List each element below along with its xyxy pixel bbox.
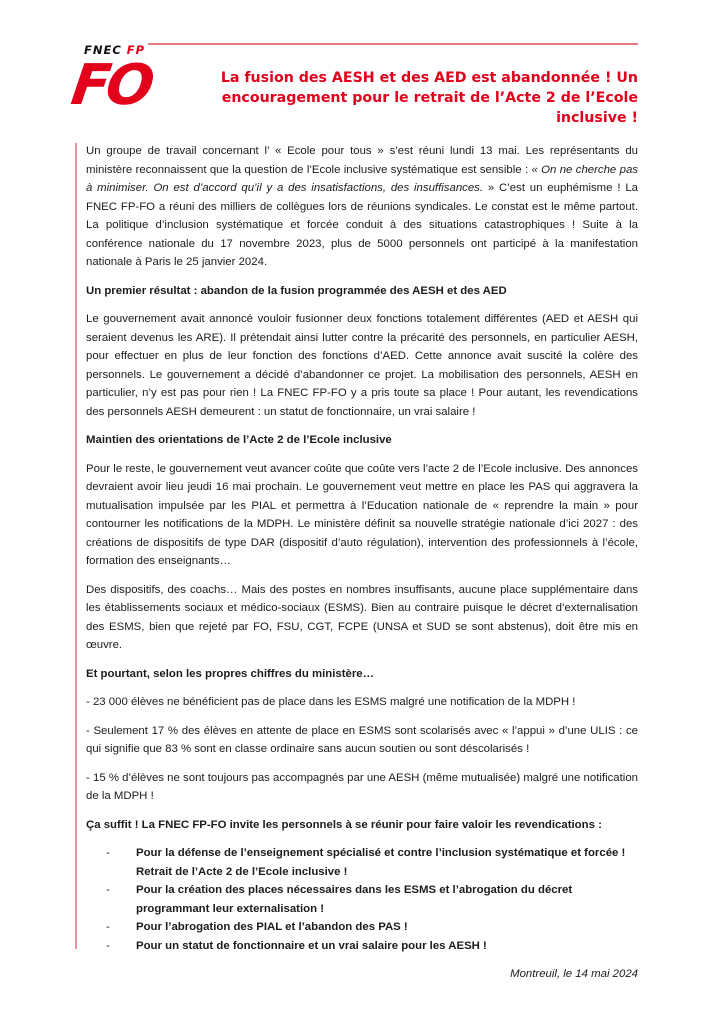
demand-item <box>106 937 638 956</box>
demand-item <box>106 881 638 918</box>
logo-fo-text: FO <box>67 53 155 118</box>
fact-item: - 23 000 élèves ne bénéficient pas de place dans les ESMS malgré une notification de la MDPH ! <box>86 696 576 708</box>
demand-text: Pour l’abrogation des PIAL et l’abandon des PAS ! <box>136 921 408 933</box>
dash-bullet-icon: - <box>106 939 110 952</box>
intro-text-1: Un groupe de travail concernant l’ « Ecole pour tous » s’est réuni lundi 13 mai. Les représentants du ministère reconnaissent que la question de l’Ecole inclusive systématique est sensible : <box>86 145 638 176</box>
section-heading-acte2: Maintien des orientations de l’Acte 2 de l’Ecole inclusive <box>86 434 392 446</box>
demand-item <box>106 918 638 937</box>
demand-text: Pour la défense de l’enseignement spécialisé et contre l’inclusion systématique et forcée ! Retrait de l’Acte 2 de l’Ecole inclusive ! <box>136 847 626 878</box>
intro-paragraph <box>86 142 638 272</box>
title-line-1: La fusion des AESH et des AED est abandonnée ! Un <box>220 70 638 86</box>
ministry-quote: « On ne cherche pas à minimiser. On est d’accord qu’il y a des insatisfactions, des insuffisances. <box>86 163 638 194</box>
dash-bullet-icon: - <box>106 921 110 933</box>
fact-item: - 15 % d’élèves ne sont toujours pas accompagnés par une AESH (même mutualisée) malgré une notification de la MDPH ! <box>86 771 638 802</box>
document-body <box>86 142 638 984</box>
logo-fnec-text: FNEC <box>84 43 122 57</box>
demand-item <box>106 844 638 881</box>
section-heading-ministry-figures: Et pourtant, selon les propres chiffres du ministère… <box>86 667 374 680</box>
section-first-result-text: Le gouvernement avait annoncé vouloir fusionner deux fonctions totalement différentes (AED et AESH qui seraient devenus les ARE). Il prétendait ainsi lutter contre la précarité des personnels, en particulier AESH, pour effectuer en plus de leur fonction des fonctions d’AED. Cette annonce avait suscité la colère des personnels. Le gouvernement a décidé d’abandonner ce projet. La mobilisation des personnels, AESH en particulier, n’y est pas pour rien ! La FNEC FP-FO y a pris toute sa place ! Pour autant, les revendications des personnels AESH demeurent : un statut de fonctionnaire, un vrai salaire ! <box>86 313 638 418</box>
place-date-signoff: Montreuil, le 14 mai 2024 <box>510 968 638 980</box>
section-acte2-text-1: Pour le reste, le gouvernement veut avancer coûte que coûte vers l’acte 2 de l’Ecole inclusive. Des annonces devraient avoir lieu jeudi 16 mai prochain. Le gouvernement veut mettre en place les PAS qui aggravera la mutualisation impulsée par les PIAL et permettra à l’Education nationale de « reprendre la main » pour contourner les notifications de la MDPH. Le ministère définit sa nouvelle stratégie nationale d’ici 2027 : des créations de dispositifs de type DAR (dispositif d’auto régulation), intervention des professionnels à l’école, formation des enseignants… <box>86 462 638 567</box>
fnec-fp-fo-logo <box>67 43 155 119</box>
title-line-2: encouragement pour le retrait de l’Acte 2 de l’Ecole inclusive ! <box>221 90 638 126</box>
intro-text-2: » C’est un euphémisme ! La FNEC FP-FO a réuni des milliers de collègues lors de réunions syndicales. Le constat est le même partout. La politique d’inclusion systématique et forcée conduit à des situations catastrophiques ! Suite à la conférence nationale du 17 novembre 2023, plus de 5000 personnels ont participé à la manifestation nationale à Paris le 25 janvier 2024. <box>86 182 638 268</box>
section-heading-first-result: Un premier résultat : abandon de la fusion programmée des AESH et des AED <box>86 284 507 297</box>
dash-bullet-icon: - <box>106 884 110 896</box>
section-acte2-text-2: Des dispositifs, des coachs… Mais des postes en nombres insuffisants, aucune place supplémentaire dans les établissements sociaux et médico-sociaux (ESMS). Bien au contraire puisque le décret d’externalisation des ESMS, bien que rejeté par FO, FSU, CGT, FCPE (UNSA et SUD se sont abstenus), doit être mis en œuvre. <box>86 583 638 651</box>
dash-bullet-icon: - <box>106 847 110 859</box>
document-title <box>178 68 638 128</box>
demand-text: Pour la création des places nécessaires dans les ESMS et l’abrogation du décret programmant leur externalisation ! <box>136 884 573 915</box>
header-divider <box>148 43 638 45</box>
logo-fp-text: FP <box>126 43 146 57</box>
call-to-action-heading: Ça suffit ! La FNEC FP-FO invite les personnels à se réunir pour faire valoir les revendications : <box>86 818 602 831</box>
left-margin-rule <box>75 143 77 949</box>
demands-list <box>86 844 638 955</box>
demand-text: Pour un statut de fonctionnaire et un vrai salaire pour les AESH ! <box>136 939 487 952</box>
fact-item: - Seulement 17 % des élèves en attente de place en ESMS sont scolarisés avec « l’appui » d’une ULIS : ce qui signifie que 83 % sont en classe ordinaire sans aucun soutien ou sont déscolarisés ! <box>86 724 638 755</box>
